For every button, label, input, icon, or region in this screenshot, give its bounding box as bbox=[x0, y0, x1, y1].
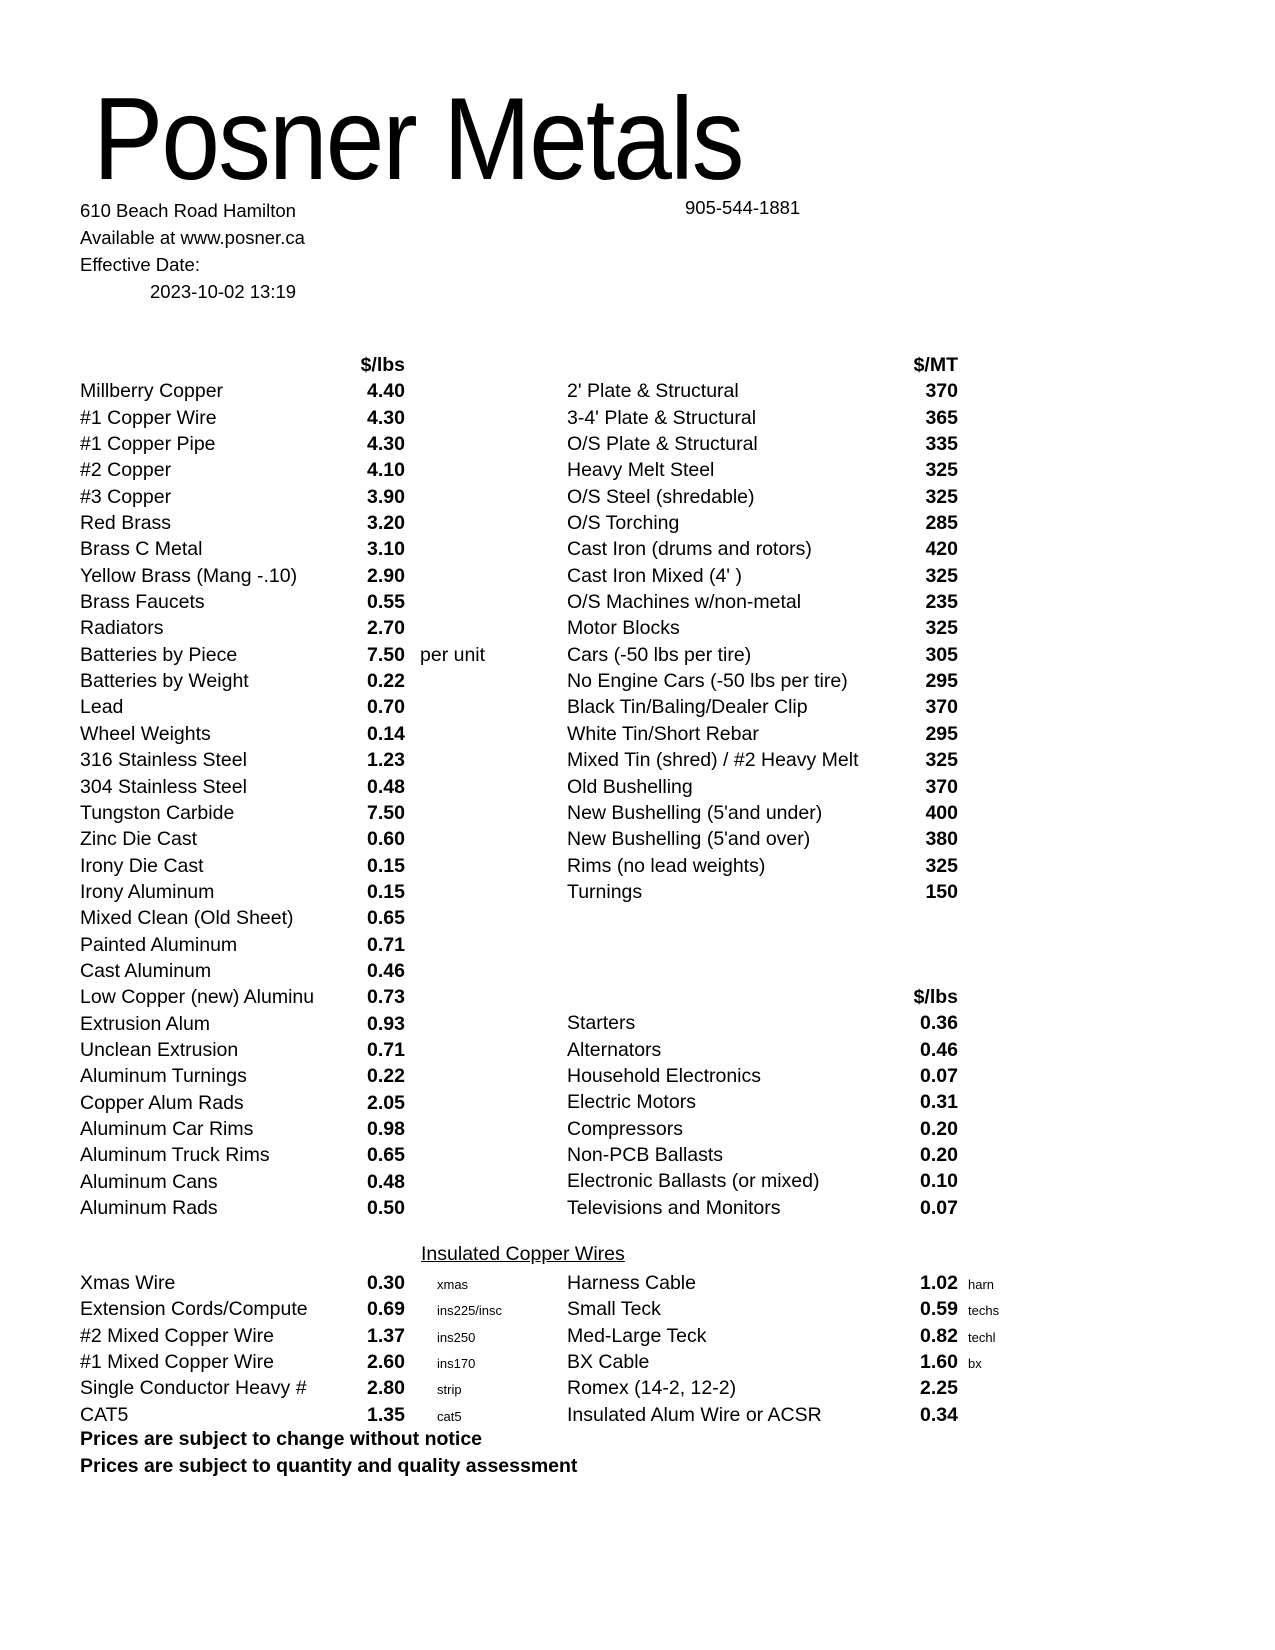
table-row bbox=[567, 1063, 958, 1089]
cell-value: 2.70 bbox=[367, 617, 405, 640]
cell-value: 380 bbox=[925, 828, 958, 851]
table-row bbox=[567, 536, 958, 562]
cell-code: cat5 bbox=[437, 1408, 462, 1424]
cell-label: 2' Plate & Structural bbox=[567, 380, 739, 403]
table-row bbox=[567, 1402, 1004, 1428]
table-row bbox=[80, 457, 485, 483]
cell-label: Compressors bbox=[567, 1117, 683, 1140]
cell-value: 0.31 bbox=[920, 1091, 958, 1114]
cell-value: 2.05 bbox=[367, 1091, 405, 1114]
table-row bbox=[80, 1375, 537, 1401]
cell-value: 285 bbox=[925, 512, 958, 535]
cell-label: Aluminum Truck Rims bbox=[80, 1144, 270, 1167]
cell-label: Mixed Clean (Old Sheet) bbox=[80, 907, 294, 930]
table-row bbox=[80, 826, 485, 852]
cell-value: 0.82 bbox=[920, 1324, 958, 1347]
header-info-block bbox=[80, 197, 305, 305]
page-title: Posner Metals bbox=[93, 73, 743, 204]
cell-value: 325 bbox=[925, 564, 958, 587]
cell-value: 2.25 bbox=[920, 1377, 958, 1400]
cell-label: Unclean Extrusion bbox=[80, 1038, 239, 1061]
cell-value: 4.40 bbox=[367, 380, 405, 403]
table-row bbox=[567, 853, 958, 879]
cell-label: Yellow Brass (Mang -.10) bbox=[80, 564, 298, 587]
table-row bbox=[567, 1142, 958, 1168]
cell-value: 4.10 bbox=[367, 459, 405, 482]
table-row bbox=[80, 1323, 537, 1349]
cell-label: Extrusion Alum bbox=[80, 1012, 211, 1035]
table-row bbox=[567, 615, 958, 641]
cell-value: 2.90 bbox=[367, 564, 405, 587]
table-row bbox=[80, 694, 485, 720]
footer-notice-1: Prices are subject to change without notice bbox=[80, 1428, 483, 1450]
cell-value: 335 bbox=[925, 433, 958, 456]
cell-value: 0.65 bbox=[367, 1144, 405, 1167]
cell-value: 325 bbox=[925, 617, 958, 640]
table-row bbox=[567, 1195, 958, 1221]
table-row bbox=[567, 1116, 958, 1142]
table-row bbox=[80, 405, 485, 431]
cell-code: strip bbox=[437, 1382, 462, 1398]
cell-value: 295 bbox=[925, 722, 958, 745]
cell-label: Single Conductor Heavy # bbox=[80, 1377, 307, 1400]
cell-value: 0.46 bbox=[920, 1038, 958, 1061]
cell-value: 7.50 bbox=[367, 801, 405, 824]
cell-value: 0.22 bbox=[367, 1065, 405, 1088]
cell-value: 400 bbox=[925, 801, 958, 824]
cell-label: Electric Motors bbox=[567, 1091, 696, 1114]
cell-label: Extension Cords/Compute bbox=[80, 1298, 308, 1321]
cell-label: Cars (-50 lbs per tire) bbox=[567, 643, 752, 666]
table-header-row bbox=[80, 352, 485, 378]
cell-value: 0.46 bbox=[367, 959, 405, 982]
cell-label: O/S Steel (shredable) bbox=[567, 485, 755, 508]
table-row bbox=[80, 1195, 485, 1221]
cell-label: #1 Mixed Copper Wire bbox=[80, 1351, 274, 1374]
cell-value: 0.70 bbox=[367, 696, 405, 719]
steel-table-mt bbox=[567, 352, 958, 905]
table-row bbox=[567, 1270, 1004, 1296]
cell-label: Brass C Metal bbox=[80, 538, 203, 561]
cell-value: 370 bbox=[925, 380, 958, 403]
table-row bbox=[80, 1270, 537, 1296]
table-row bbox=[567, 1323, 1004, 1349]
cell-label: Non-PCB Ballasts bbox=[567, 1144, 724, 1167]
cell-code: ins225/insc bbox=[437, 1303, 503, 1319]
cell-value: 0.15 bbox=[367, 854, 405, 877]
table-row bbox=[80, 642, 485, 668]
cell-value: 0.34 bbox=[920, 1403, 958, 1426]
cell-label: Red Brass bbox=[80, 512, 172, 535]
table-row bbox=[80, 800, 485, 826]
cell-value: 0.15 bbox=[367, 880, 405, 903]
table-row bbox=[80, 1037, 485, 1063]
cell-label: Aluminum Rads bbox=[80, 1197, 218, 1219]
effective-date-value: 2023-10-02 13:19 bbox=[150, 281, 297, 302]
cell-label: Old Bushelling bbox=[567, 775, 693, 798]
table-row bbox=[80, 1169, 485, 1195]
cell-label: O/S Torching bbox=[567, 512, 680, 535]
table-row bbox=[80, 879, 485, 905]
table-row bbox=[80, 747, 485, 773]
table-row bbox=[567, 457, 958, 483]
cell-value: 150 bbox=[925, 880, 958, 903]
cell-value: 0.10 bbox=[920, 1170, 958, 1193]
wires-table-right bbox=[567, 1270, 1004, 1428]
electrics-table-lbs bbox=[567, 984, 958, 1221]
table-row bbox=[567, 668, 958, 694]
cell-value: 2.60 bbox=[367, 1351, 405, 1374]
cell-value: 1.23 bbox=[367, 749, 405, 772]
table-row bbox=[80, 589, 485, 615]
cell-label: #2 Mixed Copper Wire bbox=[80, 1324, 274, 1347]
cell-value: 0.07 bbox=[920, 1196, 958, 1219]
cell-label: CAT5 bbox=[80, 1403, 129, 1426]
cell-label: #1 Copper Wire bbox=[80, 406, 217, 429]
cell-label: Lead bbox=[80, 696, 124, 719]
cell-value: 0.36 bbox=[920, 1012, 958, 1035]
cell-label: No Engine Cars (-50 lbs per tire) bbox=[567, 670, 848, 693]
cell-label: Small Teck bbox=[567, 1298, 661, 1321]
cell-label: Med-Large Teck bbox=[567, 1324, 707, 1347]
table-row bbox=[80, 378, 485, 404]
cell-value: 0.07 bbox=[920, 1065, 958, 1088]
table-row bbox=[567, 589, 958, 615]
cell-value: 0.48 bbox=[367, 1170, 405, 1193]
table-row bbox=[567, 431, 958, 457]
cell-label: 316 Stainless Steel bbox=[80, 749, 247, 772]
cell-label: #2 Copper bbox=[80, 459, 172, 482]
cell-label: Cast Iron Mixed (4' ) bbox=[567, 564, 742, 587]
cell-value: 325 bbox=[925, 459, 958, 482]
table-row bbox=[80, 563, 485, 589]
table-row bbox=[80, 510, 485, 536]
cell-label: Zinc Die Cast bbox=[80, 828, 198, 851]
unit-header-lbs-2: $/lbs bbox=[913, 986, 958, 1008]
cell-label: Brass Faucets bbox=[80, 591, 205, 614]
cell-label: Irony Aluminum bbox=[80, 880, 215, 903]
cell-code: techl bbox=[968, 1329, 996, 1345]
table-row bbox=[80, 668, 485, 694]
table-row bbox=[80, 431, 485, 457]
cell-value: 305 bbox=[925, 643, 958, 666]
table-row bbox=[567, 1010, 958, 1036]
address-line: 610 Beach Road Hamilton bbox=[80, 200, 296, 221]
cell-value: 0.30 bbox=[367, 1272, 405, 1294]
cell-label: Starters bbox=[567, 1012, 636, 1035]
cell-value: 2.80 bbox=[367, 1377, 405, 1400]
table-row bbox=[567, 563, 958, 589]
table-row bbox=[567, 405, 958, 431]
cell-value: 0.71 bbox=[367, 1038, 405, 1061]
cell-label: New Bushelling (5'and over) bbox=[567, 828, 811, 851]
cell-label: #3 Copper bbox=[80, 485, 172, 508]
cell-label: Black Tin/Baling/Dealer Clip bbox=[567, 696, 808, 719]
table-row bbox=[80, 1090, 485, 1116]
table-row bbox=[567, 484, 958, 510]
cell-value: 0.20 bbox=[920, 1117, 958, 1140]
cell-value: 295 bbox=[925, 670, 958, 693]
cell-value: 0.71 bbox=[367, 933, 405, 956]
cell-value: 0.69 bbox=[367, 1298, 405, 1321]
cell-value: 420 bbox=[925, 538, 958, 561]
cell-label: BX Cable bbox=[567, 1351, 650, 1374]
cell-label: Motor Blocks bbox=[567, 617, 680, 640]
cell-label: Rims (no lead weights) bbox=[567, 854, 766, 877]
table-row bbox=[80, 721, 485, 747]
cell-label: 304 Stainless Steel bbox=[80, 775, 247, 798]
cell-label: O/S Plate & Structural bbox=[567, 433, 758, 456]
cell-code: techs bbox=[968, 1303, 1000, 1319]
cell-value: 325 bbox=[925, 854, 958, 877]
cell-label: Copper Alum Rads bbox=[80, 1091, 244, 1114]
cell-label: Romex (14-2, 12-2) bbox=[567, 1377, 737, 1400]
cell-label: Electronic Ballasts (or mixed) bbox=[567, 1170, 820, 1193]
table-row bbox=[80, 1063, 485, 1089]
cell-value: 0.48 bbox=[367, 775, 405, 798]
cell-label: 3-4' Plate & Structural bbox=[567, 406, 757, 429]
table-row bbox=[567, 1375, 1004, 1401]
table-row bbox=[567, 694, 958, 720]
cell-code: xmas bbox=[437, 1277, 469, 1292]
table-row bbox=[80, 984, 485, 1010]
cell-value: 0.14 bbox=[367, 722, 405, 745]
table-row bbox=[80, 1116, 485, 1142]
cell-label: Wheel Weights bbox=[80, 722, 211, 745]
cell-label: Televisions and Monitors bbox=[567, 1196, 781, 1219]
cell-label: Low Copper (new) Aluminu bbox=[80, 986, 315, 1009]
cell-label: Cast Iron (drums and rotors) bbox=[567, 538, 812, 561]
unit-header-mt: $/MT bbox=[913, 354, 958, 376]
table-row bbox=[80, 1142, 485, 1168]
cell-value: 365 bbox=[925, 406, 958, 429]
phone-number: 905-544-1881 bbox=[685, 197, 801, 218]
cell-value: 3.20 bbox=[367, 512, 405, 535]
cell-label: Radiators bbox=[80, 617, 164, 640]
cell-label: Alternators bbox=[567, 1038, 662, 1061]
table-row bbox=[80, 484, 485, 510]
cell-label: Turnings bbox=[567, 880, 643, 903]
cell-value: 0.65 bbox=[367, 907, 405, 930]
table-row bbox=[80, 853, 485, 879]
cell-label: New Bushelling (5'and under) bbox=[567, 801, 823, 824]
table-row bbox=[80, 1011, 485, 1037]
effective-date-label: Effective Date: bbox=[80, 254, 200, 275]
table-row bbox=[567, 800, 958, 826]
table-header-row bbox=[567, 984, 958, 1010]
cell-value: 0.50 bbox=[367, 1197, 405, 1219]
cell-value: 4.30 bbox=[367, 406, 405, 429]
cell-label: Irony Die Cast bbox=[80, 854, 204, 877]
cell-label: Insulated Alum Wire or ACSR bbox=[567, 1403, 822, 1426]
cell-note: per unit bbox=[420, 643, 486, 666]
cell-value: 325 bbox=[925, 485, 958, 508]
table-row bbox=[567, 879, 958, 905]
cell-value: 0.93 bbox=[367, 1012, 405, 1035]
table-row bbox=[80, 615, 485, 641]
table-row bbox=[567, 747, 958, 773]
cell-value: 0.20 bbox=[920, 1144, 958, 1167]
wires-table-left bbox=[80, 1270, 537, 1428]
cell-value: 0.98 bbox=[367, 1117, 405, 1140]
cell-value: 0.73 bbox=[367, 986, 405, 1009]
cell-value: 1.60 bbox=[920, 1351, 958, 1374]
table-row bbox=[567, 510, 958, 536]
cell-label: Aluminum Car Rims bbox=[80, 1117, 254, 1140]
cell-value: 235 bbox=[925, 591, 958, 614]
table-row bbox=[567, 642, 958, 668]
cell-code: ins250 bbox=[437, 1329, 476, 1345]
cell-label: Mixed Tin (shred) / #2 Heavy Melt bbox=[567, 749, 859, 772]
cell-value: 0.59 bbox=[920, 1298, 958, 1321]
cell-value: 1.35 bbox=[367, 1403, 405, 1426]
table-row bbox=[80, 1349, 537, 1375]
cell-value: 3.90 bbox=[367, 485, 405, 508]
table-row bbox=[567, 1349, 1004, 1375]
cell-value: 1.02 bbox=[920, 1272, 958, 1294]
table-row bbox=[80, 536, 485, 562]
table-row bbox=[80, 958, 485, 984]
footer-notice-2: Prices are subject to quantity and quality assessment bbox=[80, 1455, 578, 1477]
cell-code: harn bbox=[968, 1277, 995, 1292]
table-row bbox=[567, 1296, 1004, 1322]
table-row bbox=[567, 1089, 958, 1115]
table-row bbox=[567, 1168, 958, 1194]
table-row bbox=[80, 774, 485, 800]
cell-value: 7.50 bbox=[367, 643, 405, 666]
cell-label: O/S Machines w/non-metal bbox=[567, 591, 802, 614]
cell-value: 325 bbox=[925, 749, 958, 772]
cell-label: Tungston Carbide bbox=[80, 801, 235, 824]
cell-value: 370 bbox=[925, 775, 958, 798]
availability-line: Available at www.posner.ca bbox=[80, 227, 305, 248]
cell-label: Batteries by Weight bbox=[80, 670, 249, 693]
table-row bbox=[80, 1402, 537, 1428]
cell-label: White Tin/Short Rebar bbox=[567, 722, 759, 745]
cell-label: Cast Aluminum bbox=[80, 959, 212, 982]
metals-table-lbs bbox=[80, 352, 485, 1221]
insulated-wires-heading: Insulated Copper Wires bbox=[421, 1243, 625, 1265]
cell-code: ins170 bbox=[437, 1356, 476, 1372]
table-row bbox=[567, 721, 958, 747]
cell-label: Household Electronics bbox=[567, 1065, 762, 1088]
table-row bbox=[567, 1037, 958, 1063]
table-row bbox=[80, 905, 485, 931]
cell-value: 1.37 bbox=[367, 1324, 405, 1347]
cell-value: 0.22 bbox=[367, 670, 405, 693]
unit-header-lbs: $/lbs bbox=[360, 354, 405, 376]
cell-label: Xmas Wire bbox=[80, 1272, 176, 1294]
cell-code: bx bbox=[968, 1356, 982, 1372]
table-row bbox=[80, 1296, 537, 1322]
cell-label: #1 Copper Pipe bbox=[80, 433, 216, 456]
cell-value: 0.55 bbox=[367, 591, 405, 614]
cell-label: Aluminum Turnings bbox=[80, 1065, 247, 1088]
cell-value: 3.10 bbox=[367, 538, 405, 561]
cell-label: Heavy Melt Steel bbox=[567, 459, 715, 482]
cell-label: Aluminum Cans bbox=[80, 1170, 218, 1193]
cell-value: 370 bbox=[925, 696, 958, 719]
table-row bbox=[567, 774, 958, 800]
table-row bbox=[567, 378, 958, 404]
cell-label: Painted Aluminum bbox=[80, 933, 238, 956]
table-header-row bbox=[567, 352, 958, 378]
table-row bbox=[567, 826, 958, 852]
cell-value: 0.60 bbox=[367, 828, 405, 851]
cell-value: 4.30 bbox=[367, 433, 405, 456]
table-row bbox=[80, 932, 485, 958]
cell-label: Harness Cable bbox=[567, 1272, 696, 1294]
cell-label: Batteries by Piece bbox=[80, 643, 238, 666]
cell-label: Millberry Copper bbox=[80, 380, 224, 403]
